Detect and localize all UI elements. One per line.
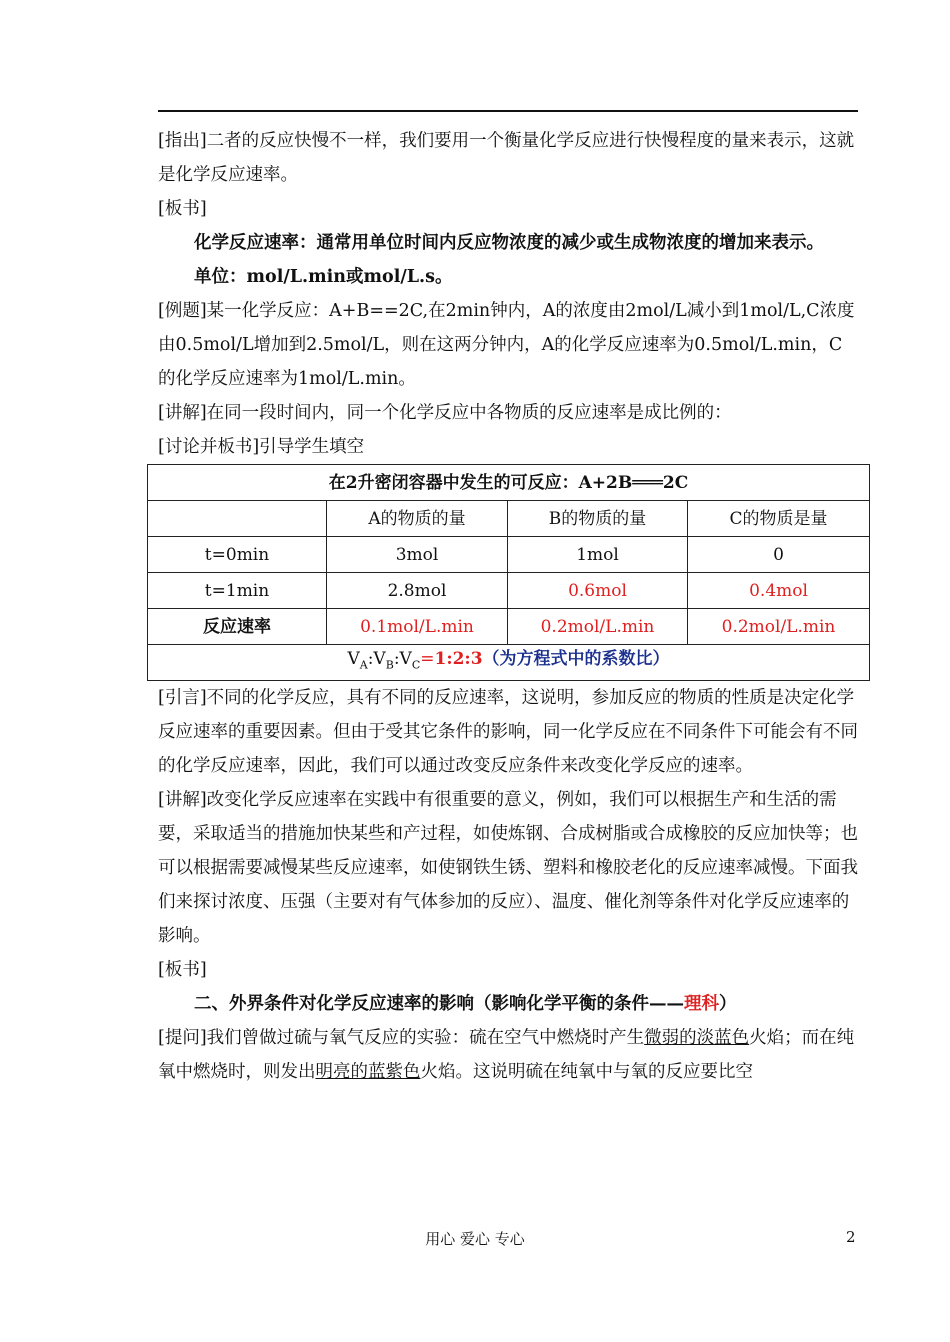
document-body <box>158 124 858 1089</box>
underline-weak-blue: 微弱的淡蓝色 <box>644 1028 750 1048</box>
table-row-label: 反应速率 <box>148 609 327 645</box>
heading-science-tag: 理科 <box>684 994 719 1014</box>
table-row <box>148 609 870 645</box>
paragraph-explain-2: [讲解]改变化学反应速率在实践中有很重要的意义，例如，我们可以根据生产和生活的需要，采取适当的措施加快某些和产过程，如使炼钢、合成树脂或合成橡胶的反应加快等；也可以根据需要减慢某些反应速率，如使钢铁生锈、塑料和橡胶老化的反应速率减慢。下面我们来探讨浓度、压强（主要对有气体参加的反应）、温度、催化剂等条件对化学反应速率的影响。 <box>158 790 858 946</box>
table-title-row <box>148 465 870 501</box>
table-cell-c: 0 <box>688 537 870 573</box>
table-header-empty <box>148 501 327 537</box>
table-cell-c: 0.2mol/L.min <box>688 609 870 645</box>
ratio-note: （为方程式中的系数比） <box>482 649 670 670</box>
section-heading-2: 二、外界条件对化学反应速率的影响（影响化学平衡的条件——理科） <box>194 994 737 1014</box>
footer-motto: 用心 爱心 专心 <box>425 1230 525 1248</box>
paragraph-question: [提问]我们曾做过硫与氧气反应的实验：硫在空气中燃烧时产生微弱的淡蓝色火焰；而在纯氧中燃烧时，则发出明亮的蓝紫色火焰。这说明硫在纯氧中与氧的反应要比空 <box>158 1028 855 1082</box>
table-row <box>148 537 870 573</box>
table-row-label: t=0min <box>148 537 327 573</box>
reaction-table <box>147 464 870 681</box>
definition-rate: 化学反应速率：通常用单位时间内反应物浓度的减少或生成物浓度的增加来表示。 <box>194 233 824 253</box>
paragraph-discuss: [讨论并板书]引导学生填空 <box>158 437 365 457</box>
header-rule <box>158 110 858 112</box>
paragraph-board-2: [板书] <box>158 960 207 980</box>
table-cell-a: 0.1mol/L.min <box>327 609 508 645</box>
table-cell-a: 3mol <box>327 537 508 573</box>
table-cell-a: 2.8mol <box>327 573 508 609</box>
table-row <box>148 573 870 609</box>
table-header-row <box>148 501 870 537</box>
table-header-a: A的物质的量 <box>327 501 508 537</box>
table-cell-b: 1mol <box>508 537 688 573</box>
table-header-c: C的物质是量 <box>688 501 870 537</box>
definition-unit: 单位：mol/L.min或mol/L.s。 <box>194 267 453 287</box>
underline-bright-violet: 明亮的蓝紫色 <box>315 1062 421 1082</box>
table-title: 在2升密闭容器中发生的可反应：A+2B═══2C <box>148 465 870 501</box>
paragraph-point-out: [指出]二者的反应快慢不一样，我们要用一个衡量化学反应进行快慢程度的量来表示，这就是化学反应速率。 <box>158 131 855 185</box>
paragraph-explain: [讲解]在同一段时间内，同一个化学反应中各物质的反应速率是成比例的： <box>158 403 732 423</box>
paragraph-example: [例题]某一化学反应：A+B==2C,在2min钟内，A的浓度由2mol/L减小到1mol/L,C浓度由0.5mol/L增加到2.5mol/L，则在这两分钟内，A的化学反应速率为0.5mol/L.min，C的化学反应速率为1mol/L.min。 <box>158 301 855 389</box>
paragraph-intro: [引言]不同的化学反应，具有不同的反应速率，这说明，参加反应的物质的性质是决定化学反应速率的重要因素。但由于受其它条件的影响，同一化学反应在不同条件下可能会有不同的化学反应速率，因此，我们可以通过改变反应条件来改变化学反应的速率。 <box>158 688 858 776</box>
page-number: 2 <box>846 1228 856 1246</box>
table-ratio: $V_A:V_B:V_C=1:2:3$（为方程式中的系数比） <box>148 645 870 681</box>
table-row-label: t=1min <box>148 573 327 609</box>
ratio-value: 1:2:3 <box>434 649 483 670</box>
table-cell-b: 0.6mol <box>508 573 688 609</box>
table-header-b: B的物质的量 <box>508 501 688 537</box>
table-cell-c: 0.4mol <box>688 573 870 609</box>
table-cell-b: 0.2mol/L.min <box>508 609 688 645</box>
table-ratio-row <box>148 645 870 681</box>
paragraph-board: [板书] <box>158 199 207 219</box>
